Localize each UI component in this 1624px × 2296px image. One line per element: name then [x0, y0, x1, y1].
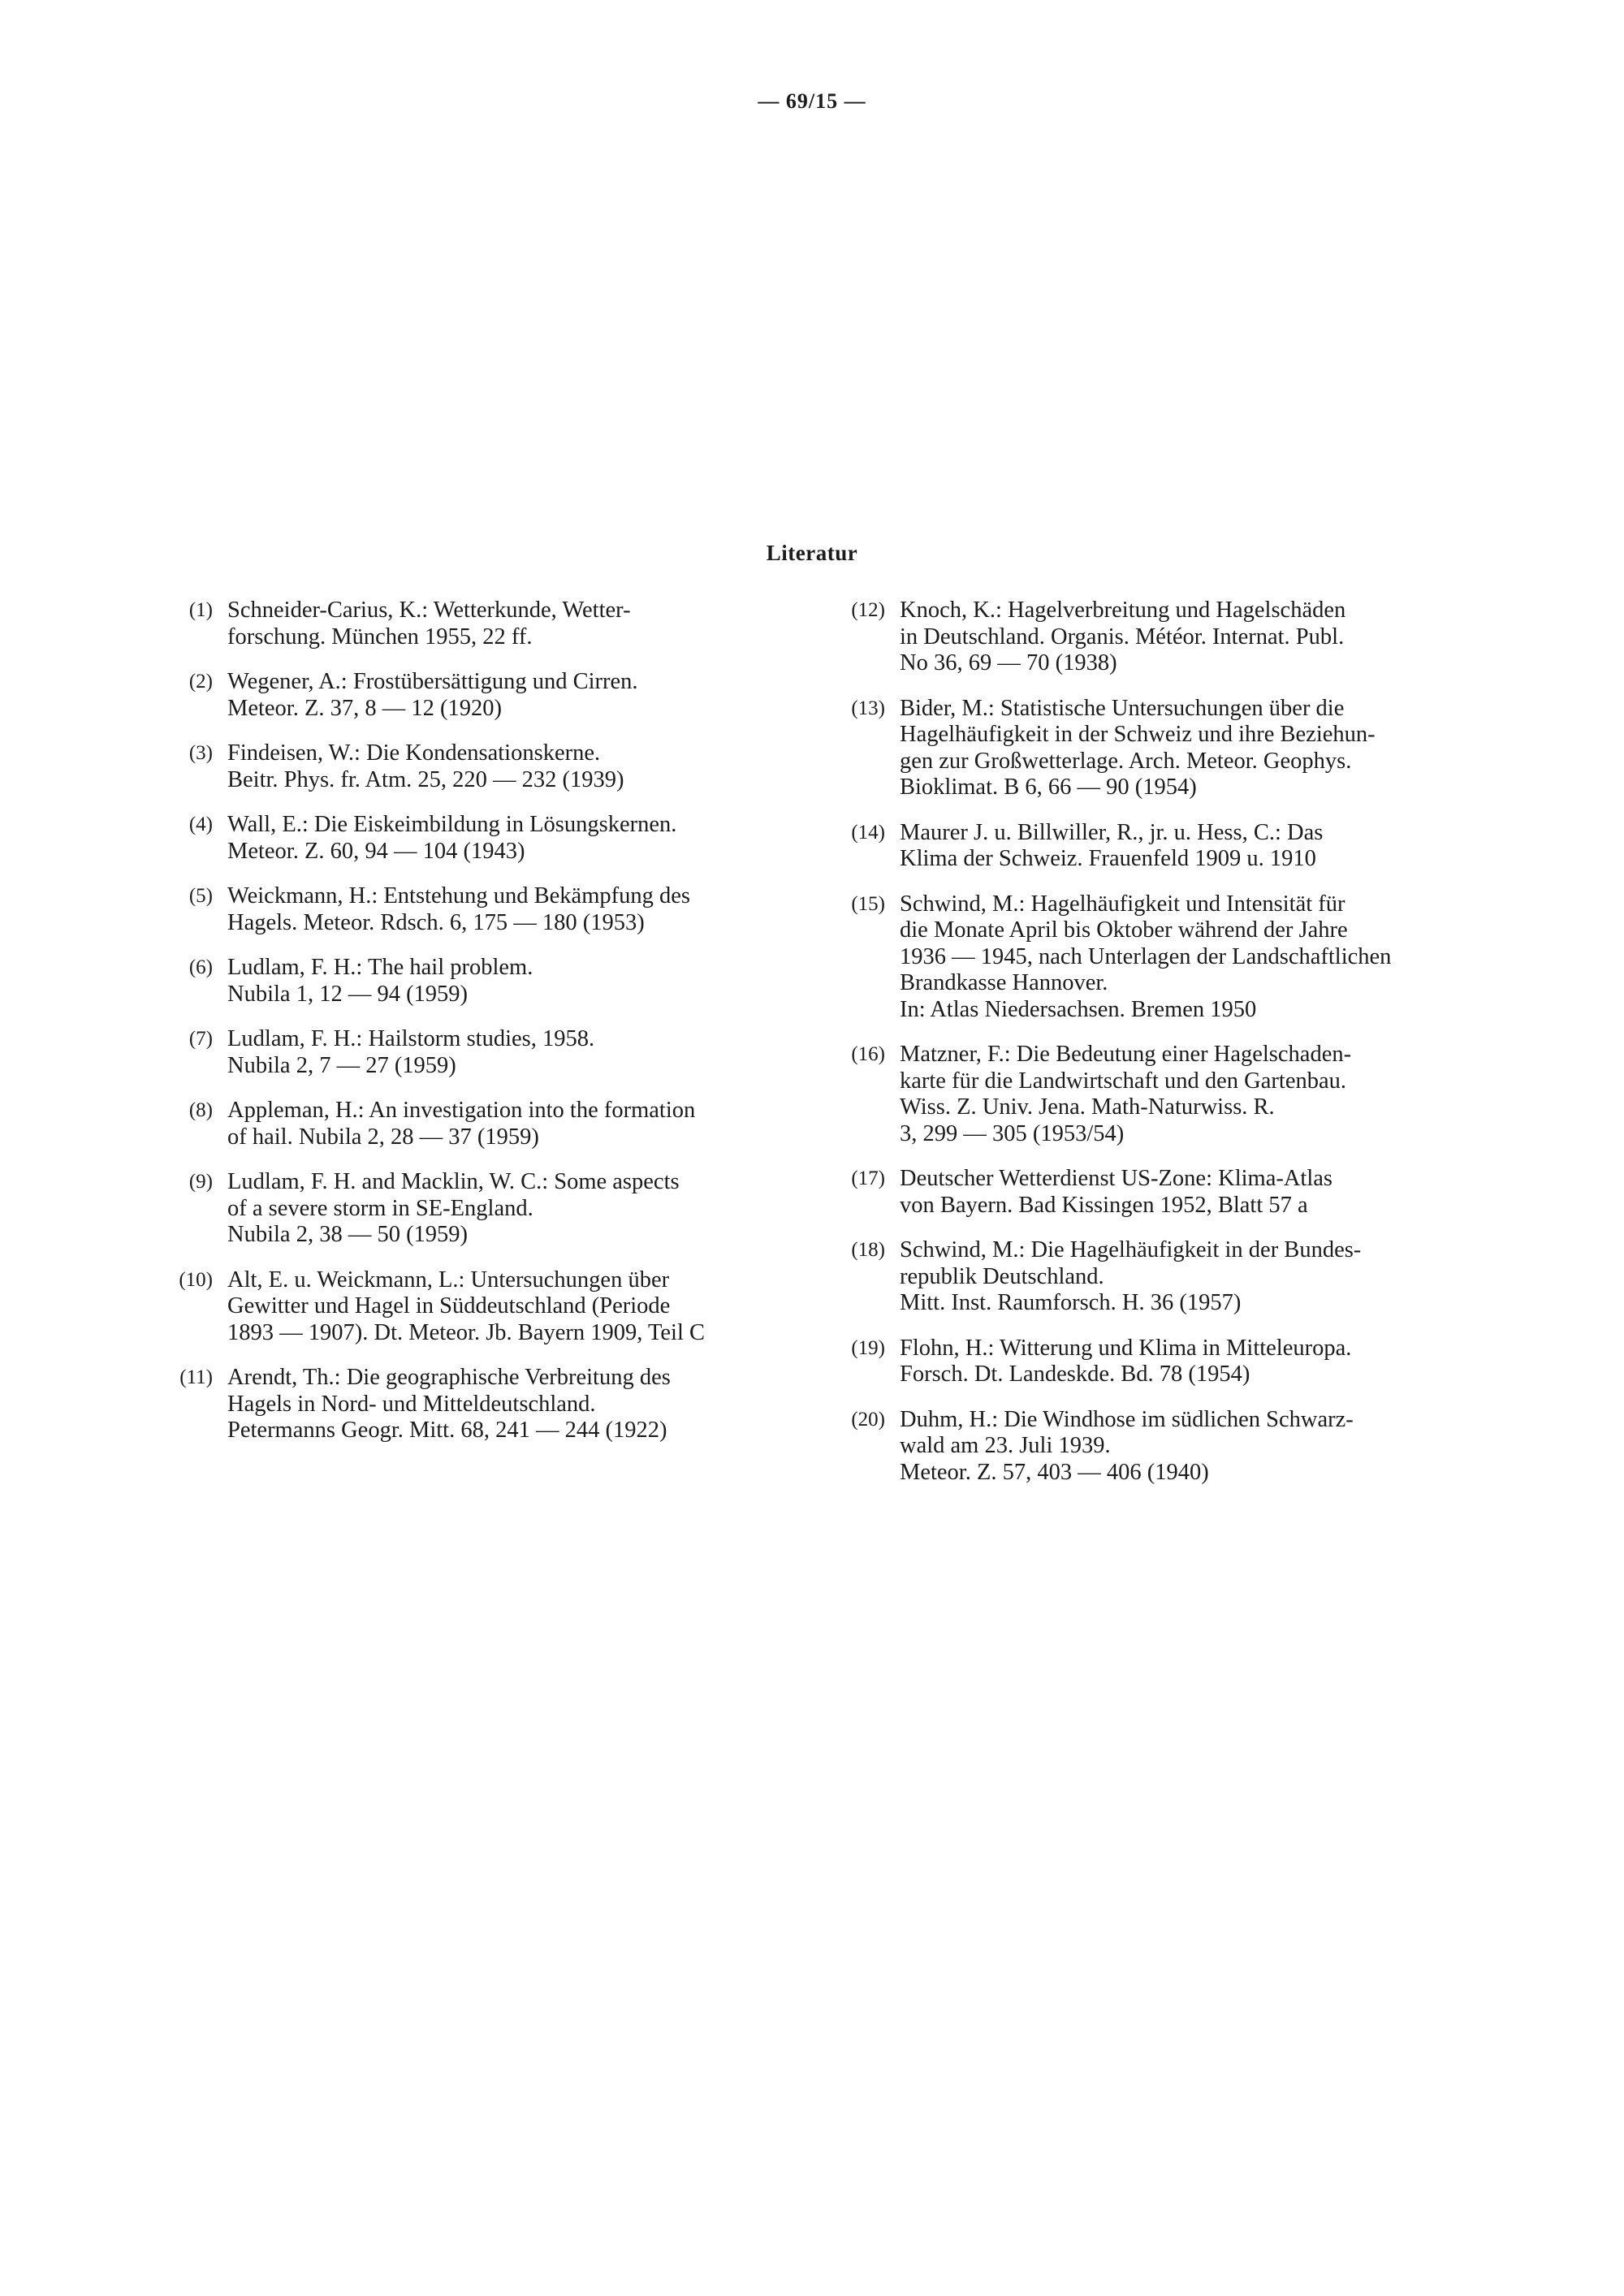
reference-text-line: Brandkasse Hannover. [900, 970, 1108, 995]
reference-text-line: Petermanns Geogr. Mitt. 68, 241 — 244 (1922) [227, 1418, 667, 1443]
reference-item [162, 1169, 812, 1249]
reference-text-line: Weickmann, H.: Entstehung und Bekämpfung des [227, 883, 690, 908]
reference-text-line: Flohn, H.: Witterung und Klima in Mitteleuropa. [900, 1335, 1352, 1361]
reference-text-line: 1893 — 1907). Dt. Meteor. Jb. Bayern 1909, Teil C [227, 1319, 706, 1345]
reference-text-line: Findeisen, W.: Die Kondensationskerne. [227, 740, 601, 766]
reference-text-line: Nubila 2, 7 — 27 (1959) [227, 1052, 456, 1078]
reference-number: (4) [188, 814, 213, 835]
reference-number: (2) [188, 671, 213, 693]
references-heading: Literatur [766, 541, 858, 565]
reference-number: (18) [851, 1239, 885, 1261]
reference-text-line: Ludlam, F. H.: The hail problem. [227, 955, 533, 980]
reference-number: (11) [179, 1366, 213, 1388]
reference-number: (20) [851, 1408, 885, 1431]
reference-item [835, 891, 1484, 1024]
reference-text-line: Hagelhäufigkeit in der Schweiz und ihre Beziehun- [900, 722, 1376, 747]
reference-text-line: Schwind, M.: Die Hagelhäufigkeit in der Bundes- [900, 1237, 1362, 1262]
reference-number: (8) [188, 1099, 213, 1121]
reference-text-line: Nubila 2, 38 — 50 (1959) [227, 1222, 469, 1247]
reference-text-line: Bider, M.: Statistische Untersuchungen über die [900, 695, 1345, 721]
reference-item [162, 1365, 812, 1444]
reference-text-line: Wall, E.: Die Eiskeimbildung in Lösungskernen. [227, 812, 677, 837]
reference-text-line: In: Atlas Niedersachsen. Bremen 1950 [900, 996, 1257, 1022]
reference-number: (6) [188, 956, 213, 978]
reference-item [162, 1267, 812, 1347]
reference-text-line: Mitt. Inst. Raumforsch. H. 36 (1957) [900, 1290, 1242, 1315]
reference-text-line: in Deutschland. Organis. Météor. Internat. Publ. [900, 624, 1345, 650]
reference-number: (5) [188, 885, 213, 907]
reference-number: (14) [851, 821, 885, 844]
reference-number: (15) [851, 892, 885, 915]
reference-number: (12) [851, 599, 885, 621]
reference-text-line: Bioklimat. B 6, 66 — 90 (1954) [900, 775, 1197, 800]
reference-text-line: Ludlam, F. H.: Hailstorm studies, 1958. [227, 1026, 595, 1051]
reference-text-line: of a severe storm in SE-England. [227, 1195, 533, 1221]
reference-text-line: Matzner, F.: Die Bedeutung einer Hagelschaden- [900, 1042, 1352, 1067]
reference-item [162, 740, 812, 793]
reference-item [835, 598, 1484, 677]
reference-item [835, 820, 1484, 873]
reference-item [835, 1042, 1484, 1147]
reference-text-line: Meteor. Z. 37, 8 — 12 (1920) [227, 695, 502, 721]
reference-item [162, 883, 812, 936]
references-left-column [162, 598, 812, 1463]
reference-item [835, 1407, 1484, 1487]
reference-text-line: wald am 23. Juli 1939. [900, 1433, 1111, 1458]
reference-text-line: Knoch, K.: Hagelverbreitung und Hagelschäden [900, 598, 1346, 623]
reference-item [162, 1026, 812, 1079]
reference-text-line: Appleman, H.: An investigation into the formation [227, 1098, 696, 1123]
page-number: — 69/15 — [758, 89, 866, 113]
reference-text-line: Arendt, Th.: Die geographische Verbreitung des [227, 1365, 671, 1390]
reference-text-line: Meteor. Z. 60, 94 — 104 (1943) [227, 838, 525, 864]
reference-text-line: gen zur Großwetterlage. Arch. Meteor. Geophys. [900, 748, 1352, 774]
reference-text-line: Gewitter und Hagel in Süddeutschland (Periode [227, 1293, 671, 1318]
reference-number: (13) [851, 697, 885, 719]
references-right-column [835, 598, 1484, 1504]
reference-text-line: 3, 299 — 305 (1953/54) [900, 1120, 1125, 1146]
reference-text-line: Forsch. Dt. Landeskde. Bd. 78 (1954) [900, 1362, 1250, 1387]
reference-item [835, 696, 1484, 801]
reference-number: (9) [188, 1171, 213, 1193]
reference-number: (1) [188, 599, 213, 621]
reference-text-line: Klima der Schweiz. Frauenfeld 1909 u. 1910 [900, 846, 1316, 871]
reference-number: (3) [188, 742, 213, 764]
reference-text-line: Beitr. Phys. fr. Atm. 25, 220 — 232 (1939) [227, 766, 624, 792]
reference-text-line: Duhm, H.: Die Windhose im südlichen Schwarz- [900, 1406, 1354, 1432]
reference-text-line: Maurer J. u. Billwiller, R., jr. u. Hess, C.: Das [900, 819, 1324, 845]
reference-item [835, 1336, 1484, 1388]
reference-item [162, 598, 812, 650]
reference-text-line: No 36, 69 — 70 (1938) [900, 650, 1117, 675]
reference-item [162, 812, 812, 865]
reference-item [835, 1237, 1484, 1317]
reference-number: (16) [851, 1043, 885, 1065]
reference-text-line: Ludlam, F. H. and Macklin, W. C.: Some aspects [227, 1169, 680, 1194]
reference-text-line: Alt, E. u. Weickmann, L.: Untersuchungen über [227, 1267, 670, 1293]
reference-text-line: Meteor. Z. 57, 403 — 406 (1940) [900, 1459, 1209, 1485]
reference-number: (17) [851, 1167, 885, 1189]
reference-number: (19) [851, 1336, 885, 1359]
reference-text-line: Nubila 1, 12 — 94 (1959) [227, 981, 469, 1007]
reference-number: (10) [179, 1268, 213, 1291]
reference-item [162, 1098, 812, 1150]
reference-text-line: Wegener, A.: Frostübersättigung und Cirren. [227, 669, 638, 694]
reference-item [162, 955, 812, 1008]
reference-text-line: Hagels. Meteor. Rdsch. 6, 175 — 180 (1953) [227, 909, 645, 935]
reference-item [162, 669, 812, 722]
reference-text-line: Deutscher Wetterdienst US-Zone: Klima-Atlas [900, 1166, 1332, 1191]
reference-text-line: of hail. Nubila 2, 28 — 37 (1959) [227, 1124, 539, 1150]
reference-text-line: die Monate April bis Oktober während der Jahre [900, 917, 1348, 943]
reference-text-line: republik Deutschland. [900, 1263, 1104, 1289]
reference-text-line: 1936 — 1945, nach Unterlagen der Landschaftlichen [900, 943, 1392, 969]
reference-item [835, 1166, 1484, 1219]
reference-number: (7) [188, 1028, 213, 1050]
reference-text-line: Hagels in Nord- und Mitteldeutschland. [227, 1391, 596, 1417]
reference-text-line: Schwind, M.: Hagelhäufigkeit und Intensität für [900, 891, 1345, 917]
reference-text-line: Wiss. Z. Univ. Jena. Math-Naturwiss. R. [900, 1094, 1275, 1120]
reference-text-line: Schneider-Carius, K.: Wetterkunde, Wetter- [227, 598, 631, 623]
reference-text-line: forschung. München 1955, 22 ff. [227, 624, 533, 650]
reference-text-line: karte für die Landwirtschaft und den Gartenbau. [900, 1068, 1346, 1094]
reference-text-line: von Bayern. Bad Kissingen 1952, Blatt 57 a [900, 1192, 1308, 1218]
